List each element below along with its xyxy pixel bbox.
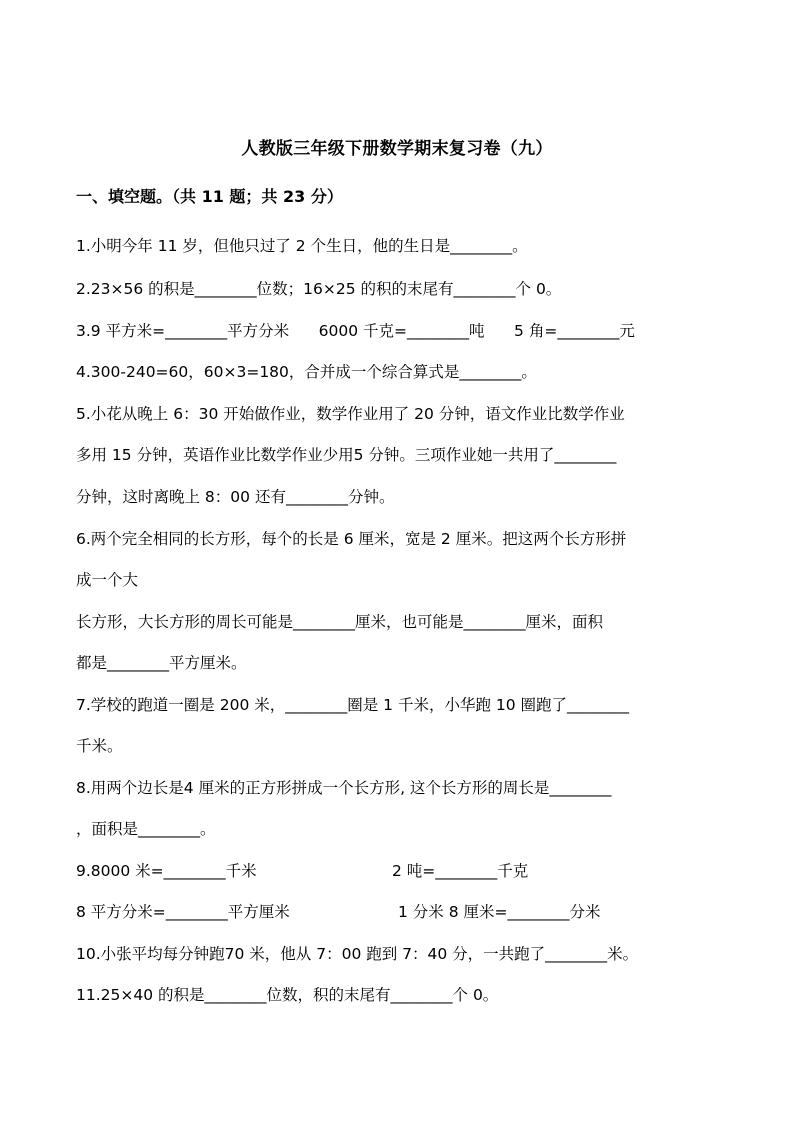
question-1: 1.小明今年 11 岁，但他只过了 2 个生日，他的生日是________。 <box>76 237 528 255</box>
question-9-part-b: 2 吨=________千克 <box>392 862 529 880</box>
section-heading: 一、填空题。（共 11 题；共 23 分） <box>76 187 343 206</box>
question-5-line-3: 分钟，这时离晚上 8：00 还有________分钟。 <box>76 488 395 506</box>
question-6-line-4: 都是________平方厘米。 <box>76 654 247 672</box>
document-title: 人教版三年级下册数学期末复习卷（九） <box>241 139 553 159</box>
question-9-part-d: 1 分米 8 厘米=________分米 <box>398 903 601 921</box>
question-2: 2.23×56 的积是________位数；16×25 的积的末尾有________个 0。 <box>76 280 562 298</box>
question-9-part-a: 9.8000 米=________千米 <box>76 862 257 880</box>
question-5-line-2: 多用 15 分钟，英语作业比数学作业少用5 分钟。三项作业她一共用了________ <box>76 446 617 464</box>
question-6-line-2: 成一个大 <box>76 571 139 589</box>
question-6-line-1: 6.两个完全相同的长方形，每个的长是 6 厘米，宽是 2 厘米。把这两个长方形拼 <box>76 530 627 548</box>
question-10: 10.小张平均每分钟跑70 米，他从 7：00 跑到 7：40 分，一共跑了________米。 <box>76 945 639 963</box>
question-5-line-1: 5.小花从晚上 6：30 开始做作业，数学作业用了 20 分钟，语文作业比数学作业 <box>76 405 625 423</box>
question-11: 11.25×40 的积是________位数，积的末尾有________个 0。 <box>76 986 499 1004</box>
question-7-line-2: 千米。 <box>76 737 123 755</box>
question-8-line-2: ，面积是________。 <box>76 820 216 838</box>
question-9-part-c: 8 平方分米=________平方厘米 <box>76 903 290 921</box>
question-4: 4.300-240=60，60×3=180，合并成一个综合算式是________。 <box>76 363 537 381</box>
question-8-line-1: 8.用两个边长是4 厘米的正方形拼成一个长方形, 这个长方形的周长是________ <box>76 779 612 797</box>
question-3: 3.9 平方米=________平方分米 6000 千克=________吨 5 角=________元 <box>76 322 635 340</box>
question-7-line-1: 7.学校的跑道一圈是 200 米，________圈是 1 千米，小华跑 10 圈跑了________ <box>76 696 630 714</box>
question-6-line-3: 长方形，大长方形的周长可能是________厘米，也可能是________厘米，面积 <box>76 613 604 631</box>
